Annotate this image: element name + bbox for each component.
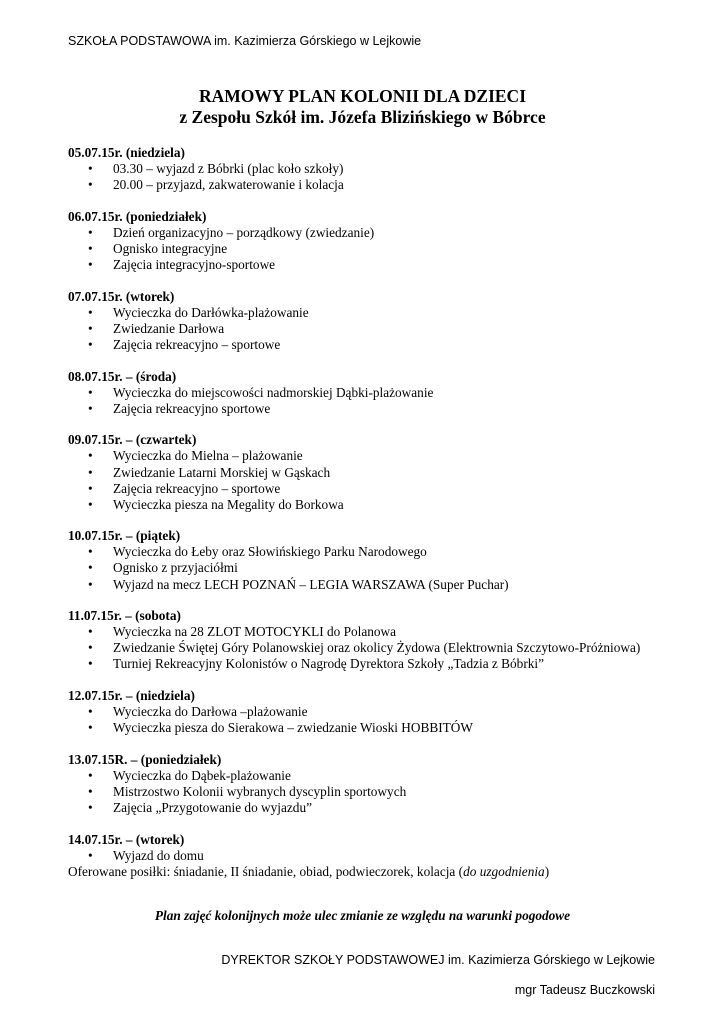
activity-item [68,624,688,640]
activity-text: Zajęcia „Przygotowanie do wyjazdu” [113,800,312,816]
activity-list [68,305,688,353]
day-list [68,145,688,864]
bullet-icon: • [88,161,93,177]
day-heading: 05.07.15r. (niedziela) [68,145,185,160]
activity-item [68,401,688,417]
day-block [68,289,688,353]
activity-text: Wycieczka piesza do Sierakowa – zwiedzanie Wioski HOBBITÓW [113,720,473,736]
activity-text: Wycieczka na 28 ZLOT MOTOCYKLI do Polanowa [113,624,397,640]
day-heading: 12.07.15r. – (niedziela) [68,688,195,704]
bullet-icon: • [88,847,93,863]
bullet-icon: • [88,624,93,640]
bullet-icon: • [88,560,93,576]
activity-text: Zwiedzanie Świętej Góry Polanowskiej oraz okolicy Żydowa (Elektrownia Szczytowo-Próżniowa) [113,640,641,656]
activity-text: Wycieczka do Darłowa –plażowanie [113,704,308,720]
bullet-icon: • [88,384,93,400]
activity-item [68,337,688,353]
activity-item [68,161,688,177]
activity-item [68,497,688,513]
activity-item [68,577,688,593]
bullet-icon: • [88,480,93,496]
day-heading: 14.07.15r. – (wtorek) [68,831,185,847]
activity-item [68,257,688,273]
activity-text: Zajęcia rekreacyjno – sportowe [113,336,281,352]
activity-text: 20.00 – przyjazd, zakwaterowanie i kolacja [113,177,344,193]
bullet-icon: • [88,496,93,512]
activity-item [68,544,688,560]
activity-text: Wycieczka do Dąbek-plażowanie [113,767,291,783]
activity-item [68,720,688,736]
bullet-icon: • [88,544,93,560]
bullet-icon: • [88,640,93,656]
director-signature: mgr Tadeusz Buczkowski [514,983,655,997]
activity-list [68,225,688,273]
activity-text: Wyjazd na mecz LECH POZNAŃ – LEGIA WARSZAWA (Super Puchar) [113,576,509,592]
meals-text: Oferowane posiłki: śniadanie, II śniadanie, obiad, podwieczorek, kolacja ( [68,863,464,879]
bullet-icon: • [88,304,93,320]
activity-text: Turniej Rekreacyjny Kolonistów o Nagrodę Dyrektora Szkoły „Tadzia z Bóbrki” [113,656,544,672]
day-block [68,608,688,672]
bullet-icon: • [88,704,93,720]
activity-list [68,624,688,672]
activity-item [68,225,688,241]
day-heading: 10.07.15r. – (piątek) [68,528,181,544]
activity-text: Wycieczka piesza na Megality do Borkowa [113,496,344,512]
activity-text: Dzień organizacyjno – porządkowy (zwiedzanie) [113,224,375,240]
director-title: DYREKTOR SZKOŁY PODSTAWOWEJ im. Kazimierza Górskiego w Lejkowie [221,953,655,967]
bullet-icon: • [88,240,93,256]
bullet-icon: • [88,448,93,464]
meals-line [68,864,688,880]
activity-item [68,481,688,497]
day-block [68,145,688,193]
bullet-icon: • [88,800,93,816]
activity-text: Zajęcia rekreacyjno – sportowe [113,480,281,496]
document-title [0,86,725,128]
activity-text: Wycieczka do Darłówka-plażowanie [113,304,309,320]
activity-item [68,704,688,720]
bullet-icon: • [88,336,93,352]
bullet-icon: • [88,177,93,193]
activity-item [68,848,688,864]
bullet-icon: • [88,656,93,672]
day-heading: 08.07.15r. – (środa) [68,368,177,384]
schedule [68,145,688,880]
activity-item [68,560,688,576]
activity-text: Zwiedzanie Darłowa [113,320,225,336]
bullet-icon: • [88,784,93,799]
bullet-icon: • [88,767,93,783]
meals-note: do uzgodnienia [463,863,545,879]
activity-text: Ognisko integracyjne [113,240,228,256]
bullet-icon: • [88,320,93,336]
activity-list [68,544,688,592]
day-heading: 09.07.15r. – (czwartek) [68,432,197,448]
activity-item [68,784,688,800]
activity-text: Zajęcia integracyjno-sportowe [113,257,276,273]
day-heading: 06.07.15r. (poniedziałek) [68,208,207,224]
activity-item [68,800,688,816]
activity-list [68,385,688,417]
activity-text: Wycieczka do Mielna – plażowanie [113,448,303,464]
meals-close: ) [544,863,550,879]
title-line-2: z Zespołu Szkół im. Józefa Blizińskiego w Bóbrce [179,107,546,127]
activity-text: Wycieczka do Łeby oraz Słowińskiego Parku Narodowego [113,544,427,560]
day-heading: 11.07.15r. – (sobota) [68,608,181,624]
day-block [68,209,688,273]
day-block [68,688,688,736]
activity-item [68,241,688,257]
activity-text: Wycieczka do miejscowości nadmorskiej Dąbki-plażowanie [113,384,434,400]
activity-list [68,161,688,193]
activity-text: Ognisko z przyjaciółmi [113,560,238,576]
activity-item [68,305,688,321]
activity-list [68,768,688,816]
day-block [68,369,688,417]
title-line-1: RAMOWY PLAN KOLONII DLA DZIECI [198,86,527,106]
activity-text: Zwiedzanie Latarni Morskiej w Gąskach [113,464,331,480]
weather-note: Plan zajęć kolonijnych może ulec zmianie ze względu na warunki pogodowe [154,908,571,923]
day-block [68,832,688,864]
activity-item [68,640,688,656]
bullet-icon: • [88,400,93,416]
activity-text: Zajęcia rekreacyjno sportowe [113,400,271,416]
activity-text: Mistrzostwo Kolonii wybranych dyscyplin sportowych [113,784,407,799]
day-block [68,528,688,592]
activity-item [68,465,688,481]
activity-item [68,321,688,337]
day-block [68,432,688,512]
activity-item [68,768,688,784]
activity-text: 03.30 – wyjazd z Bóbrki (plac koło szkoły) [113,161,344,177]
day-heading: 07.07.15r. (wtorek) [68,288,175,304]
day-block [68,752,688,816]
bullet-icon: • [88,224,93,240]
day-heading: 13.07.15R. – (poniedziałek) [68,751,222,767]
bullet-icon: • [88,576,93,592]
activity-list [68,704,688,736]
activity-list [68,848,688,864]
bullet-icon: • [88,720,93,736]
bullet-icon: • [88,464,93,480]
activity-item [68,385,688,401]
bullet-icon: • [88,257,93,273]
activity-item [68,177,688,193]
activity-item [68,448,688,464]
activity-item [68,656,688,672]
page-header: SZKOŁA PODSTAWOWA im. Kazimierza Górskiego w Lejkowie [68,34,422,48]
activity-list [68,448,688,512]
activity-text: Wyjazd do domu [113,847,204,863]
